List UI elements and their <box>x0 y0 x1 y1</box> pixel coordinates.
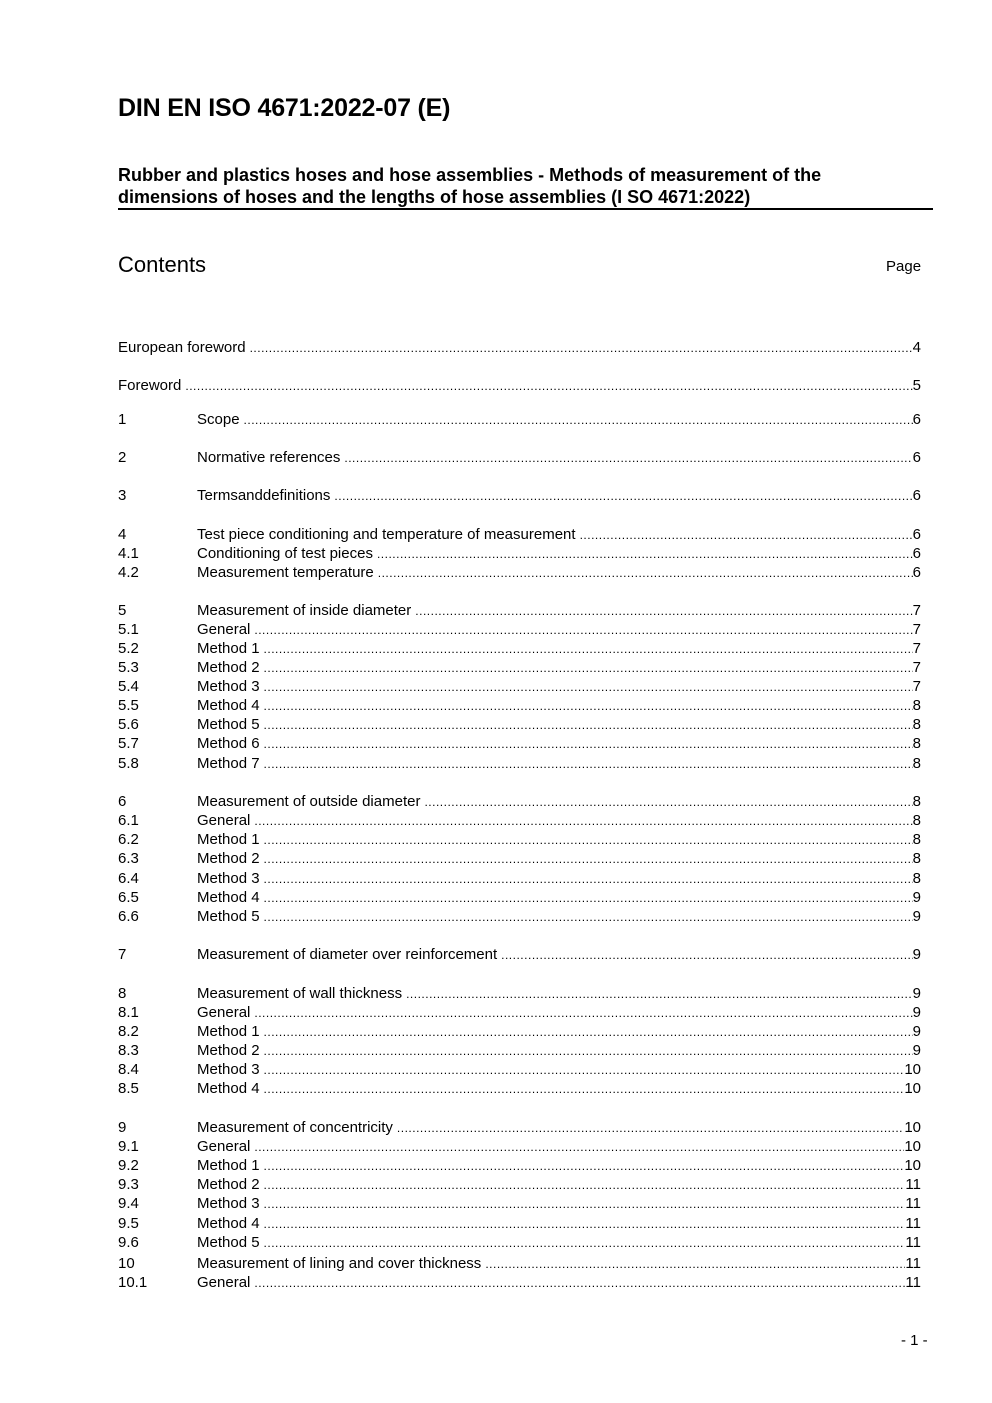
toc-entry[interactable] <box>118 448 921 467</box>
toc-entry-title: Method 5 <box>197 908 260 925</box>
toc-entry-number: 9.1 <box>118 1138 139 1155</box>
toc-entry-title: Measurement of wall thickness <box>197 985 403 1002</box>
toc-entry-number: 5.2 <box>118 640 139 657</box>
toc-leader-dots <box>254 812 912 831</box>
toc-entry-title: Method 1 <box>197 1023 260 1040</box>
toc-entry-page: 8 <box>912 697 921 714</box>
toc-entry-title: Method 7 <box>197 755 260 772</box>
toc-entry[interactable] <box>118 830 921 849</box>
toc-entry-page: 9 <box>912 985 921 1002</box>
toc-leader-dots <box>264 1195 906 1214</box>
toc-leader-dots <box>185 377 912 396</box>
toc-entry-page: 8 <box>912 812 921 829</box>
toc-entry[interactable] <box>118 1194 921 1213</box>
toc-entry-page: 5 <box>912 377 921 394</box>
toc-entry-title: Measurement of outside diameter <box>197 793 421 810</box>
toc-entry-title: Method 2 <box>197 1042 260 1059</box>
toc-leader-dots <box>264 640 913 659</box>
toc-entry[interactable] <box>118 525 921 544</box>
toc-entry-title: General <box>197 812 251 829</box>
toc-leader-dots <box>264 716 913 735</box>
toc-entry-title: Conditioning of test pieces <box>197 545 373 562</box>
toc-entry-title: Method 4 <box>197 1080 260 1097</box>
toc-entry-number: 6.6 <box>118 908 139 925</box>
toc-entry-title: Method 6 <box>197 735 260 752</box>
toc-leader-dots <box>264 1234 906 1253</box>
toc-entry-page: 6 <box>912 449 921 466</box>
toc-entry-title: Measurement temperature <box>197 564 374 581</box>
toc-leader-dots <box>424 793 912 812</box>
toc-entry-title: Method 2 <box>197 850 260 867</box>
toc-entry-number: 4.1 <box>118 545 139 562</box>
toc-entry[interactable] <box>118 601 921 620</box>
toc-entry-page: 8 <box>912 831 921 848</box>
toc-entry[interactable] <box>118 792 921 811</box>
toc-entry-number: 8.5 <box>118 1080 139 1097</box>
toc-entry-number: 8.2 <box>118 1023 139 1040</box>
toc-entry-number: 5.4 <box>118 678 139 695</box>
toc-leader-dots <box>254 1274 905 1293</box>
toc-entry-number: 8.4 <box>118 1061 139 1078</box>
toc-entry-number: 6 <box>118 793 127 810</box>
toc-entry-title: Method 5 <box>197 716 260 733</box>
toc-leader-dots <box>397 1119 904 1138</box>
toc-entry-page: 9 <box>912 1023 921 1040</box>
toc-leader-dots <box>244 411 913 430</box>
toc-entry[interactable] <box>118 563 921 582</box>
toc-entry-title: General <box>197 621 251 638</box>
toc-leader-dots <box>377 545 913 564</box>
toc-entry[interactable] <box>118 1079 921 1098</box>
toc-entry-number: 6.1 <box>118 812 139 829</box>
subtitle-line-2: dimensions of hoses and the lengths of hose assemblies (I SO 4671:2022) <box>118 187 751 207</box>
toc-entry-page: 8 <box>912 716 921 733</box>
toc-entry[interactable] <box>118 376 921 395</box>
toc-entry-page: 6 <box>912 526 921 543</box>
toc-leader-dots <box>264 1042 913 1061</box>
toc-entry-number: 5.5 <box>118 697 139 714</box>
toc-entry-number: 5.6 <box>118 716 139 733</box>
toc-entry-page: 11 <box>905 1255 921 1272</box>
toc-entry-title: General <box>197 1004 251 1021</box>
toc-entry-number: 1 <box>118 411 127 428</box>
toc-entry-page: 7 <box>912 659 921 676</box>
toc-entry-number: 5 <box>118 602 127 619</box>
toc-entry[interactable] <box>118 888 921 907</box>
toc-entry-number: 8.3 <box>118 1042 139 1059</box>
toc-entry-title: General <box>197 1138 251 1155</box>
toc-entry-page: 6 <box>912 411 921 428</box>
toc-entry-title: Method 4 <box>197 697 260 714</box>
toc-entry-number: 4 <box>118 526 127 543</box>
toc-entry-page: 9 <box>912 1042 921 1059</box>
toc-entry-number: 6.5 <box>118 889 139 906</box>
toc-entry[interactable] <box>118 620 921 639</box>
toc-leader-dots <box>264 1176 906 1195</box>
toc-entry[interactable] <box>118 1041 921 1060</box>
toc-leader-dots <box>415 602 912 621</box>
toc-entry-number: 6.3 <box>118 850 139 867</box>
toc-entry-title: European foreword <box>118 339 246 356</box>
toc-entry-page: 8 <box>912 870 921 887</box>
toc-entry-title: Measurement of concentricity <box>197 1119 393 1136</box>
toc-entry-page: 8 <box>912 793 921 810</box>
toc-entry[interactable] <box>118 658 921 677</box>
toc-entry[interactable] <box>118 849 921 868</box>
toc-entry-page: 7 <box>912 621 921 638</box>
toc-entry-number: 9.4 <box>118 1195 139 1212</box>
toc-entry-page: 6 <box>912 564 921 581</box>
toc-entry[interactable] <box>118 1022 921 1041</box>
toc-entry[interactable] <box>118 1273 921 1292</box>
toc-leader-dots <box>264 1023 913 1042</box>
toc-leader-dots <box>264 889 913 908</box>
toc-entry-page: 7 <box>912 640 921 657</box>
toc-entry-page: 4 <box>912 339 921 356</box>
toc-entry-page: 11 <box>905 1274 921 1291</box>
toc-leader-dots <box>264 755 913 774</box>
toc-entry-number: 4.2 <box>118 564 139 581</box>
toc-entry-title: Measurement of inside diameter <box>197 602 412 619</box>
toc-entry-number: 7 <box>118 946 127 963</box>
toc-leader-dots <box>344 449 912 468</box>
toc-leader-dots <box>485 1255 905 1274</box>
toc-entry-title: Method 3 <box>197 1061 260 1078</box>
toc-entry-title: Method 5 <box>197 1234 260 1251</box>
toc-entry-number: 9.5 <box>118 1215 139 1232</box>
toc-entry-number: 6.4 <box>118 870 139 887</box>
toc-leader-dots <box>264 735 913 754</box>
toc-entry-page: 7 <box>912 602 921 619</box>
toc-entry[interactable] <box>118 715 921 734</box>
toc-entry-number: 2 <box>118 449 127 466</box>
toc-entry-title: Foreword <box>118 377 182 394</box>
toc-entry-title: Method 4 <box>197 1215 260 1232</box>
toc-entry[interactable] <box>118 1156 921 1175</box>
toc-entry[interactable] <box>118 734 921 753</box>
toc-entry-title: Normative references <box>197 449 341 466</box>
toc-entry-number: 9.2 <box>118 1157 139 1174</box>
toc-entry-page: 11 <box>905 1176 921 1193</box>
toc-entry-number: 9 <box>118 1119 127 1136</box>
toc-entry-page: 8 <box>912 735 921 752</box>
toc-entry-title: Method 2 <box>197 1176 260 1193</box>
toc-entry[interactable] <box>118 1214 921 1233</box>
toc-entry[interactable] <box>118 907 921 926</box>
toc-leader-dots <box>264 1080 905 1099</box>
toc-entry-page: 11 <box>905 1234 921 1251</box>
toc-entry[interactable] <box>118 338 921 357</box>
toc-entry-number: 3 <box>118 487 127 504</box>
toc-entry-page: 9 <box>912 946 921 963</box>
toc-entry[interactable] <box>118 1254 921 1273</box>
toc-leader-dots <box>264 908 913 927</box>
toc-entry-title: Measurement of lining and cover thickness <box>197 1255 482 1272</box>
toc-entry-page: 8 <box>912 755 921 772</box>
toc-entry-title: General <box>197 1274 251 1291</box>
toc-leader-dots <box>406 985 913 1004</box>
toc-entry-number: 8 <box>118 985 127 1002</box>
toc-entry-number: 10.1 <box>118 1274 148 1291</box>
toc-entry[interactable] <box>118 486 921 505</box>
footer-page-number: - 1 - <box>901 1332 928 1349</box>
toc-entry-title: Method 1 <box>197 640 260 657</box>
toc-leader-dots <box>264 870 913 889</box>
toc-entry[interactable] <box>118 410 921 429</box>
toc-entry-page: 10 <box>904 1157 921 1174</box>
toc-entry-page: 6 <box>912 487 921 504</box>
toc-entry-title: Method 3 <box>197 1195 260 1212</box>
toc-entry-number: 5.3 <box>118 659 139 676</box>
toc-leader-dots <box>264 1157 905 1176</box>
toc-entry-page: 10 <box>904 1119 921 1136</box>
toc-entry[interactable] <box>118 1233 921 1252</box>
toc-entry-number: 6.2 <box>118 831 139 848</box>
toc-entry-page: 9 <box>912 1004 921 1021</box>
toc-entry-number: 5.8 <box>118 755 139 772</box>
toc-entry-page: 9 <box>912 908 921 925</box>
toc-leader-dots <box>264 659 913 678</box>
toc-entry[interactable] <box>118 984 921 1003</box>
toc-leader-dots <box>264 697 913 716</box>
toc-entry-page: 11 <box>905 1215 921 1232</box>
toc-entry-title: Method 3 <box>197 870 260 887</box>
toc-entry[interactable] <box>118 1003 921 1022</box>
toc-entry[interactable] <box>118 754 921 773</box>
document-title: DIN EN ISO 4671:2022-07 (E) <box>118 94 451 122</box>
toc-leader-dots <box>501 946 913 965</box>
toc-leader-dots <box>254 1138 904 1157</box>
toc-entry[interactable] <box>118 677 921 696</box>
toc-entry-page: 8 <box>912 850 921 867</box>
toc-entry-title: Scope <box>197 411 240 428</box>
toc-entry-number: 5.7 <box>118 735 139 752</box>
toc-entry-number: 9.3 <box>118 1176 139 1193</box>
toc-entry-page: 9 <box>912 889 921 906</box>
toc-entry[interactable] <box>118 1137 921 1156</box>
toc-leader-dots <box>378 564 913 583</box>
toc-leader-dots <box>264 850 913 869</box>
toc-leader-dots <box>264 1061 905 1080</box>
toc-leader-dots <box>264 678 913 697</box>
toc-entry-page: 6 <box>912 545 921 562</box>
toc-entry-page: 7 <box>912 678 921 695</box>
toc-entry-page: 11 <box>905 1195 921 1212</box>
toc-leader-dots <box>264 1215 906 1234</box>
toc-entry-title: Method 2 <box>197 659 260 676</box>
toc-entry-page: 10 <box>904 1138 921 1155</box>
subtitle-line-1: Rubber and plastics hoses and hose assemblies - Methods of measurement of the <box>118 165 822 185</box>
document-subtitle <box>118 164 933 210</box>
toc-entry[interactable] <box>118 1060 921 1079</box>
toc-entry[interactable] <box>118 639 921 658</box>
toc-entry-number: 10 <box>118 1255 135 1272</box>
toc-entry-page: 10 <box>904 1061 921 1078</box>
toc-entry[interactable] <box>118 869 921 888</box>
toc-entry-page: 10 <box>904 1080 921 1097</box>
toc-entry-title: Measurement of diameter over reinforcement <box>197 946 498 963</box>
toc-entry-title: Test piece conditioning and temperature of measurement <box>197 526 576 543</box>
toc-entry-title: Method 1 <box>197 831 260 848</box>
toc-entry-number: 8.1 <box>118 1004 139 1021</box>
toc-entry-title: Method 4 <box>197 889 260 906</box>
toc-entry[interactable] <box>118 544 921 563</box>
toc-leader-dots <box>264 831 913 850</box>
toc-leader-dots <box>250 339 913 358</box>
toc-entry[interactable] <box>118 945 921 964</box>
toc-entry-number: 9.6 <box>118 1234 139 1251</box>
toc-entry[interactable] <box>118 696 921 715</box>
toc-leader-dots <box>580 526 913 545</box>
toc-entry-title: Method 1 <box>197 1157 260 1174</box>
toc-entry-title: Termsanddefinitions <box>197 487 331 504</box>
toc-leader-dots <box>254 1004 912 1023</box>
toc-entry[interactable] <box>118 1118 921 1137</box>
toc-entry-title: Method 3 <box>197 678 260 695</box>
toc-entry-number: 5.1 <box>118 621 139 638</box>
toc-leader-dots <box>254 621 912 640</box>
contents-heading: Contents <box>118 252 207 277</box>
toc-entry[interactable] <box>118 1175 921 1194</box>
page-column-label: Page <box>886 258 922 275</box>
toc-leader-dots <box>334 487 912 506</box>
toc-entry[interactable] <box>118 811 921 830</box>
